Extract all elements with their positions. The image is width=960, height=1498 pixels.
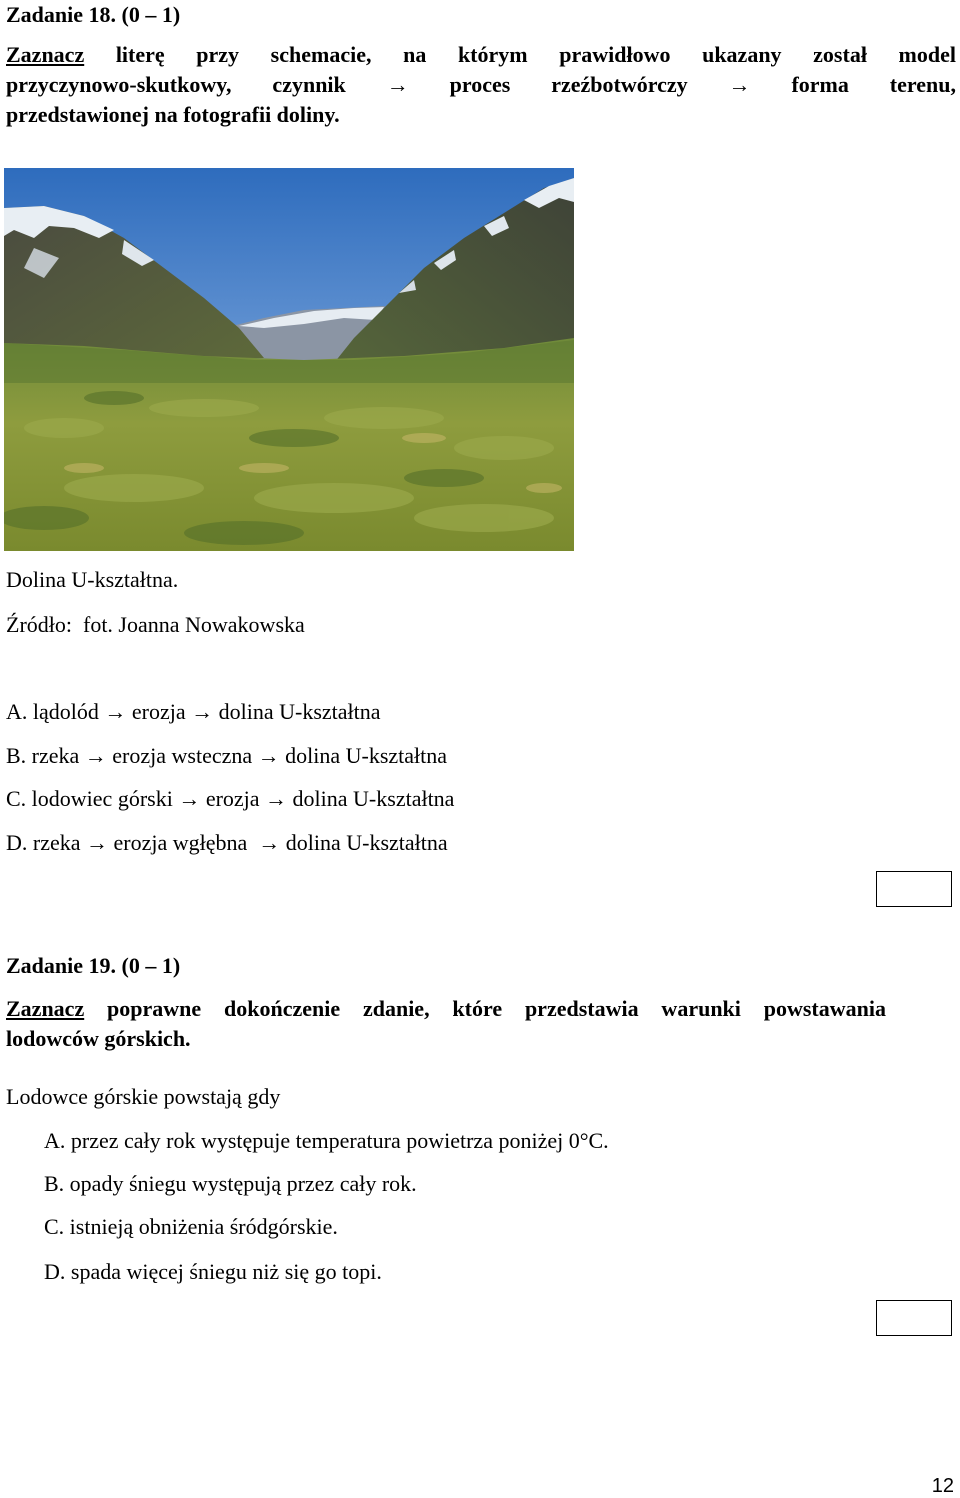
task19-instruction-verb: Zaznacz (6, 996, 85, 1021)
task18-instruction-verb: Zaznacz (6, 42, 85, 67)
valley-photo (4, 168, 574, 551)
task19-answer-box[interactable] (876, 1300, 952, 1336)
task19-lead: Lodowce górskie powstają gdy (6, 1084, 281, 1109)
task18-option-a[interactable]: A. lądolód → erozja → dolina U-kształtna (6, 699, 381, 724)
task18-option-d[interactable]: D. rzeka → erozja wgłębna → dolina U-kształtna (6, 830, 448, 855)
task19-instruction-line2: lodowców górskich. (6, 1026, 191, 1051)
task19-title: Zadanie 19. (0 – 1) (6, 953, 181, 978)
task18-instruction-line2: przyczynowo-skutkowy, czynnik → proces rzeźbotwórczy → forma terenu, (6, 72, 956, 97)
photo-caption: Dolina U-kształtna. (6, 567, 179, 592)
task18-title: Zadanie 18. (0 – 1) (6, 2, 181, 27)
photo-source: Źródło: fot. Joanna Nowakowska (6, 612, 305, 637)
task18-option-b[interactable]: B. rzeka → erozja wsteczna → dolina U-kształtna (6, 743, 448, 768)
task19-option-a[interactable]: A. przez cały rok występuje temperatura powietrza poniżej 0°C. (44, 1128, 609, 1153)
task19-instruction-line1: poprawne dokończenie zdanie, które przedstawia warunki powstawania (84, 996, 886, 1021)
task19-option-b[interactable]: B. opady śniegu występują przez cały rok. (44, 1171, 417, 1196)
task18-instruction-line3: przedstawionej na fotografii doliny. (6, 102, 340, 127)
task19-option-d[interactable]: D. spada więcej śniegu niż się go topi. (44, 1259, 382, 1284)
task19-instruction (6, 994, 886, 1054)
task19-option-c[interactable]: C. istnieją obniżenia śródgórskie. (44, 1214, 338, 1239)
task18-instruction (6, 40, 956, 130)
task18-answer-box[interactable] (876, 871, 952, 907)
task18-option-c[interactable]: C. lodowiec górski → erozja → dolina U-kształtna (6, 786, 455, 811)
page-number: 12 (931, 1475, 954, 1497)
task18-instruction-line1: literę przy schemacie, na którym prawidłowo ukazany został model (84, 42, 956, 67)
